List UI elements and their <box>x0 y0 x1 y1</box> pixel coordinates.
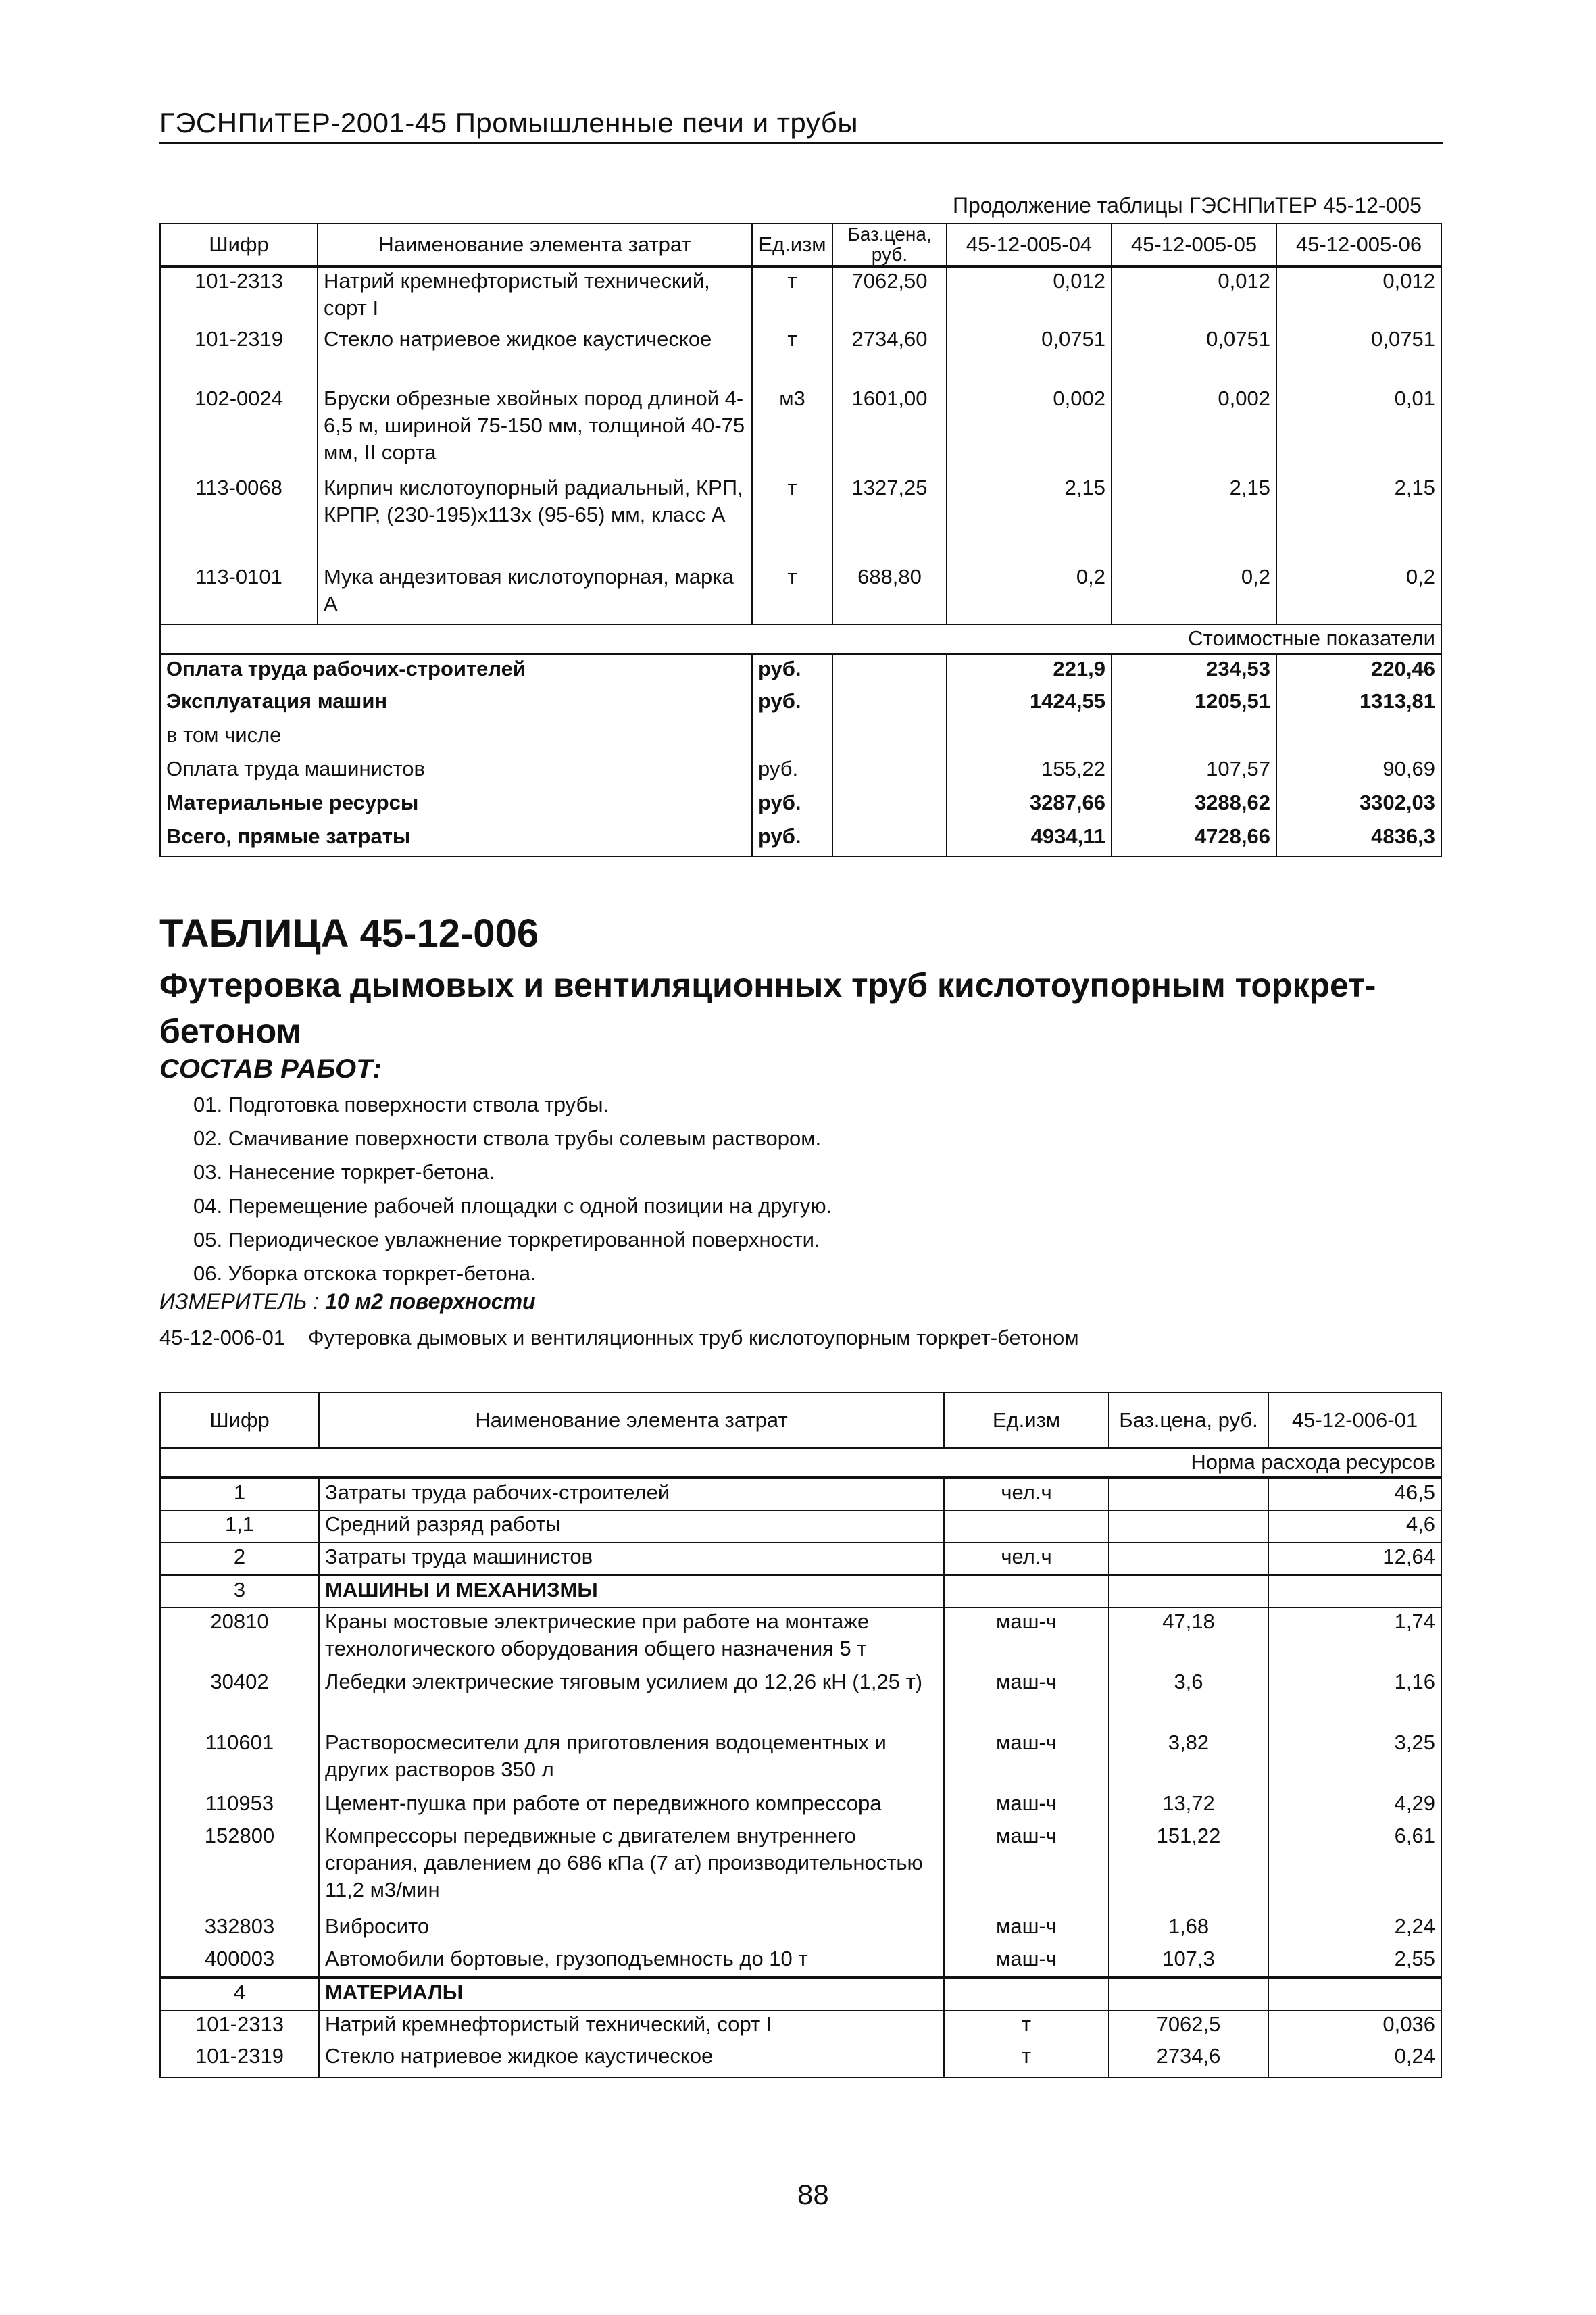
row-name: Натрий кремнефтористый технический, сорт I <box>318 266 752 326</box>
row-value: 4,6 <box>1268 1510 1441 1543</box>
cost-price-empty <box>832 722 947 755</box>
row-code: 102-0024 <box>160 385 318 474</box>
norm-heading-row <box>160 1448 1441 1478</box>
row-code: 113-0101 <box>160 564 318 624</box>
row-unit <box>944 1510 1109 1543</box>
row-name: Средний разряд работы <box>319 1510 944 1543</box>
row-unit: чел.ч <box>944 1478 1109 1510</box>
row-price: 47,18 <box>1109 1608 1268 1668</box>
row-price: 1601,00 <box>832 385 947 474</box>
row-price: 107,3 <box>1109 1945 1268 1978</box>
row-name: Цемент-пушка при работе от передвижного компрессора <box>319 1790 944 1822</box>
row-price: 1327,25 <box>832 474 947 564</box>
cost-heading: Стоимостные показатели <box>160 624 1441 654</box>
row-price <box>1109 1575 1268 1608</box>
row-value-2: 0,002 <box>1112 385 1276 474</box>
header-col3: 45-12-005-06 <box>1276 224 1441 266</box>
row-value-2: 2,15 <box>1112 474 1276 564</box>
table-continuation-caption: Продолжение таблицы ГЭСНПиТЕР 45-12-005 <box>953 193 1422 218</box>
table-row <box>160 474 1441 564</box>
row-code: 20810 <box>160 1608 319 1668</box>
cost-name: Оплата труда машинистов <box>160 755 752 789</box>
row-value: 4,29 <box>1268 1790 1441 1822</box>
cost-name: Эксплуатация машин <box>160 688 752 722</box>
table-row <box>160 1822 1441 1913</box>
row-name: Затраты труда машинистов <box>319 1543 944 1575</box>
measurement-unit-line <box>159 1289 536 1314</box>
section-title: ТАБЛИЦА 45-12-006 <box>159 912 539 955</box>
header-code: Шифр <box>160 1393 319 1448</box>
cost-price-empty <box>832 654 947 688</box>
row-price <box>1109 1478 1268 1510</box>
cost-price-empty <box>832 755 947 789</box>
row-price: 7062,5 <box>1109 2010 1268 2043</box>
page-number: 88 <box>797 2179 829 2210</box>
header-name: Наименование элемента затрат <box>318 224 752 266</box>
row-unit: т <box>752 474 832 564</box>
works-heading: СОСТАВ РАБОТ: <box>159 1054 382 1084</box>
list-item: 04. Перемещение рабочей площадки с одной позиции на другую. <box>193 1194 832 1218</box>
row-code: 152800 <box>160 1822 319 1913</box>
header-col2: 45-12-005-05 <box>1112 224 1276 266</box>
row-code: 113-0068 <box>160 474 318 564</box>
row-value: 2,55 <box>1268 1945 1441 1978</box>
row-value: 0,036 <box>1268 2010 1441 2043</box>
cost-unit: руб. <box>752 789 832 823</box>
row-unit: маш-ч <box>944 1913 1109 1945</box>
row-code: 101-2313 <box>160 266 318 326</box>
cost-table-45-12-005 <box>159 223 1442 857</box>
row-unit: маш-ч <box>944 1729 1109 1790</box>
header-unit: Ед.изм <box>752 224 832 266</box>
cost-unit: руб. <box>752 755 832 789</box>
cost-value-1: 155,22 <box>947 755 1112 789</box>
row-name: Автомобили бортовые, грузоподъемность до 10 т <box>319 1945 944 1978</box>
cost-value-1 <box>947 722 1112 755</box>
row-code: 101-2313 <box>160 2010 319 2043</box>
row-value-3: 0,012 <box>1276 266 1441 326</box>
row-code: 110601 <box>160 1729 319 1790</box>
row-name: Растворосмесители для приготовления водоцементных и других растворов 350 л <box>319 1729 944 1790</box>
cost-value-1: 1424,55 <box>947 688 1112 722</box>
table-row <box>160 1608 1441 1668</box>
cost-value-3: 3302,03 <box>1276 789 1441 823</box>
row-value-1: 0,2 <box>947 564 1112 624</box>
row-value: 0,24 <box>1268 2043 1441 2078</box>
cost-value-3: 220,46 <box>1276 654 1441 688</box>
row-value: 1,16 <box>1268 1668 1441 1729</box>
resource-table-45-12-006 <box>159 1392 1442 2078</box>
row-name: Кирпич кислотоупорный радиальный, КРП, КРПР, (230-195)х113х (95-65) мм, класс А <box>318 474 752 564</box>
table-row <box>160 2043 1441 2078</box>
row-price <box>1109 1510 1268 1543</box>
table-row <box>160 1478 1441 1510</box>
row-unit: чел.ч <box>944 1543 1109 1575</box>
row-value-2: 0,2 <box>1112 564 1276 624</box>
row-name: Краны мостовые электрические при работе на монтаже технологического оборудования общего назначения 5 т <box>319 1608 944 1668</box>
row-unit: т <box>752 326 832 385</box>
row-value: 6,61 <box>1268 1822 1441 1913</box>
table-row <box>160 2010 1441 2043</box>
row-name: МАТЕРИАЛЫ <box>319 1978 944 2010</box>
row-value-2: 0,0751 <box>1112 326 1276 385</box>
row-value-2: 0,012 <box>1112 266 1276 326</box>
cost-name: Всего, прямые затраты <box>160 823 752 857</box>
work-description: Футеровка дымовых и вентиляционных труб кислотоупорным торкрет-бетоном <box>308 1326 1079 1349</box>
header-unit: Ед.изм <box>944 1393 1109 1448</box>
cost-price-empty <box>832 688 947 722</box>
row-value-3: 0,01 <box>1276 385 1441 474</box>
cost-name: Материальные ресурсы <box>160 789 752 823</box>
row-price: 151,22 <box>1109 1822 1268 1913</box>
cost-value-1: 4934,11 <box>947 823 1112 857</box>
row-name: Натрий кремнефтористый технический, сорт I <box>319 2010 944 2043</box>
row-value-1: 0,002 <box>947 385 1112 474</box>
cost-row <box>160 654 1441 688</box>
cost-value-3 <box>1276 722 1441 755</box>
row-name: Стекло натриевое жидкое каустическое <box>318 326 752 385</box>
cost-row <box>160 823 1441 857</box>
table-row <box>160 1790 1441 1822</box>
row-price: 688,80 <box>832 564 947 624</box>
meter-label: ИЗМЕРИТЕЛЬ : <box>159 1289 320 1314</box>
cost-value-2: 107,57 <box>1112 755 1276 789</box>
table-header-row <box>160 224 1441 266</box>
list-item: 06. Уборка отскока торкрет-бетона. <box>193 1262 537 1285</box>
table-row <box>160 266 1441 326</box>
cost-unit <box>752 722 832 755</box>
row-price: 1,68 <box>1109 1913 1268 1945</box>
header-price: Баз.цена, руб. <box>832 224 947 266</box>
row-value-1: 0,0751 <box>947 326 1112 385</box>
header-price: Баз.цена, руб. <box>1109 1393 1268 1448</box>
cost-row <box>160 722 1441 755</box>
row-name: Затраты труда рабочих-строителей <box>319 1478 944 1510</box>
running-header: ГЭСНПиТЕР-2001-45 Промышленные печи и трубы <box>159 107 859 139</box>
cost-value-2 <box>1112 722 1276 755</box>
row-code: 400003 <box>160 1945 319 1978</box>
row-value: 46,5 <box>1268 1478 1441 1510</box>
cost-row <box>160 688 1441 722</box>
row-value <box>1268 1978 1441 2010</box>
norm-heading: Норма расхода ресурсов <box>160 1448 1441 1478</box>
row-code: 2 <box>160 1543 319 1575</box>
cost-value-2: 234,53 <box>1112 654 1276 688</box>
table-row <box>160 1945 1441 1978</box>
cost-value-3: 4836,3 <box>1276 823 1441 857</box>
row-value: 2,24 <box>1268 1913 1441 1945</box>
row-name: Стекло натриевое жидкое каустическое <box>319 2043 944 2078</box>
row-price: 2734,60 <box>832 326 947 385</box>
row-code: 110953 <box>160 1790 319 1822</box>
header-col1: 45-12-005-04 <box>947 224 1112 266</box>
row-price <box>1109 1543 1268 1575</box>
cost-value-1: 3287,66 <box>947 789 1112 823</box>
table-row <box>160 1575 1441 1608</box>
row-unit: т <box>752 266 832 326</box>
row-unit: м3 <box>752 385 832 474</box>
row-code: 4 <box>160 1978 319 2010</box>
table-row <box>160 1668 1441 1729</box>
table-row <box>160 1729 1441 1790</box>
row-value: 3,25 <box>1268 1729 1441 1790</box>
row-name: Лебедки электрические тяговым усилием до 12,26 кН (1,25 т) <box>319 1668 944 1729</box>
cost-heading-row <box>160 624 1441 654</box>
cost-name: в том числе <box>160 722 752 755</box>
cost-value-2: 1205,51 <box>1112 688 1276 722</box>
row-code: 1,1 <box>160 1510 319 1543</box>
row-value: 1,74 <box>1268 1608 1441 1668</box>
row-name: МАШИНЫ И МЕХАНИЗМЫ <box>319 1575 944 1608</box>
row-price: 13,72 <box>1109 1790 1268 1822</box>
works-list <box>193 1088 832 1291</box>
row-code: 101-2319 <box>160 2043 319 2078</box>
cost-value-2: 3288,62 <box>1112 789 1276 823</box>
row-price: 3,82 <box>1109 1729 1268 1790</box>
list-item: 05. Периодическое увлажнение торкретированной поверхности. <box>193 1228 820 1251</box>
row-unit: маш-ч <box>944 1945 1109 1978</box>
cost-value-3: 1313,81 <box>1276 688 1441 722</box>
row-code: 1 <box>160 1478 319 1510</box>
row-unit: маш-ч <box>944 1822 1109 1913</box>
row-unit <box>944 1575 1109 1608</box>
row-code: 101-2319 <box>160 326 318 385</box>
cost-unit: руб. <box>752 688 832 722</box>
header-rule <box>159 142 1443 144</box>
cost-unit: руб. <box>752 654 832 688</box>
row-price: 7062,50 <box>832 266 947 326</box>
cost-unit: руб. <box>752 823 832 857</box>
cost-name: Оплата труда рабочих-строителей <box>160 654 752 688</box>
row-value-3: 0,2 <box>1276 564 1441 624</box>
cost-price-empty <box>832 789 947 823</box>
table-row <box>160 564 1441 624</box>
meter-value: 10 м2 поверхности <box>325 1289 536 1314</box>
table-row <box>160 1978 1441 2010</box>
list-item: 03. Нанесение торкрет-бетона. <box>193 1160 495 1184</box>
row-unit: т <box>944 2043 1109 2078</box>
table-row <box>160 326 1441 385</box>
row-unit <box>944 1978 1109 2010</box>
list-item: 02. Смачивание поверхности ствола трубы солевым раствором. <box>193 1126 822 1150</box>
row-code: 30402 <box>160 1668 319 1729</box>
row-value-3: 2,15 <box>1276 474 1441 564</box>
row-value-3: 0,0751 <box>1276 326 1441 385</box>
list-item: 01. Подготовка поверхности ствола трубы. <box>193 1093 609 1116</box>
row-unit: маш-ч <box>944 1668 1109 1729</box>
table-row <box>160 385 1441 474</box>
row-value: 12,64 <box>1268 1543 1441 1575</box>
cost-price-empty <box>832 823 947 857</box>
table-header-row <box>160 1393 1441 1448</box>
row-value <box>1268 1575 1441 1608</box>
row-name: Вибросито <box>319 1913 944 1945</box>
row-code: 3 <box>160 1575 319 1608</box>
work-code: 45-12-006-01 <box>159 1326 286 1349</box>
row-code: 332803 <box>160 1913 319 1945</box>
row-unit: маш-ч <box>944 1790 1109 1822</box>
row-price: 3,6 <box>1109 1668 1268 1729</box>
row-name: Компрессоры передвижные с двигателем внутреннего сгорания, давлением до 686 кПа (7 ат) производительностью 11,2 м3/мин <box>319 1822 944 1913</box>
header-name: Наименование элемента затрат <box>319 1393 944 1448</box>
cost-value-1: 221,9 <box>947 654 1112 688</box>
table-row <box>160 1543 1441 1575</box>
row-unit: т <box>944 2010 1109 2043</box>
row-name: Мука андезитовая кислотоупорная, марка А <box>318 564 752 624</box>
cost-value-2: 4728,66 <box>1112 823 1276 857</box>
row-price: 2734,6 <box>1109 2043 1268 2078</box>
row-unit: маш-ч <box>944 1608 1109 1668</box>
cost-value-3: 90,69 <box>1276 755 1441 789</box>
row-value-1: 0,012 <box>947 266 1112 326</box>
cost-row <box>160 755 1441 789</box>
table-row <box>160 1510 1441 1543</box>
row-unit: т <box>752 564 832 624</box>
row-price <box>1109 1978 1268 2010</box>
row-name: Бруски обрезные хвойных пород длиной 4-6,5 м, шириной 75-150 мм, толщиной 40-75 мм, II сорта <box>318 385 752 474</box>
cost-row <box>160 789 1441 823</box>
row-value-1: 2,15 <box>947 474 1112 564</box>
header-code: Шифр <box>160 224 318 266</box>
section-subtitle: Футеровка дымовых и вентиляционных труб кислотоупорным торкрет-бетоном <box>159 966 1376 1050</box>
table-row <box>160 1913 1441 1945</box>
header-col1: 45-12-006-01 <box>1268 1393 1441 1448</box>
